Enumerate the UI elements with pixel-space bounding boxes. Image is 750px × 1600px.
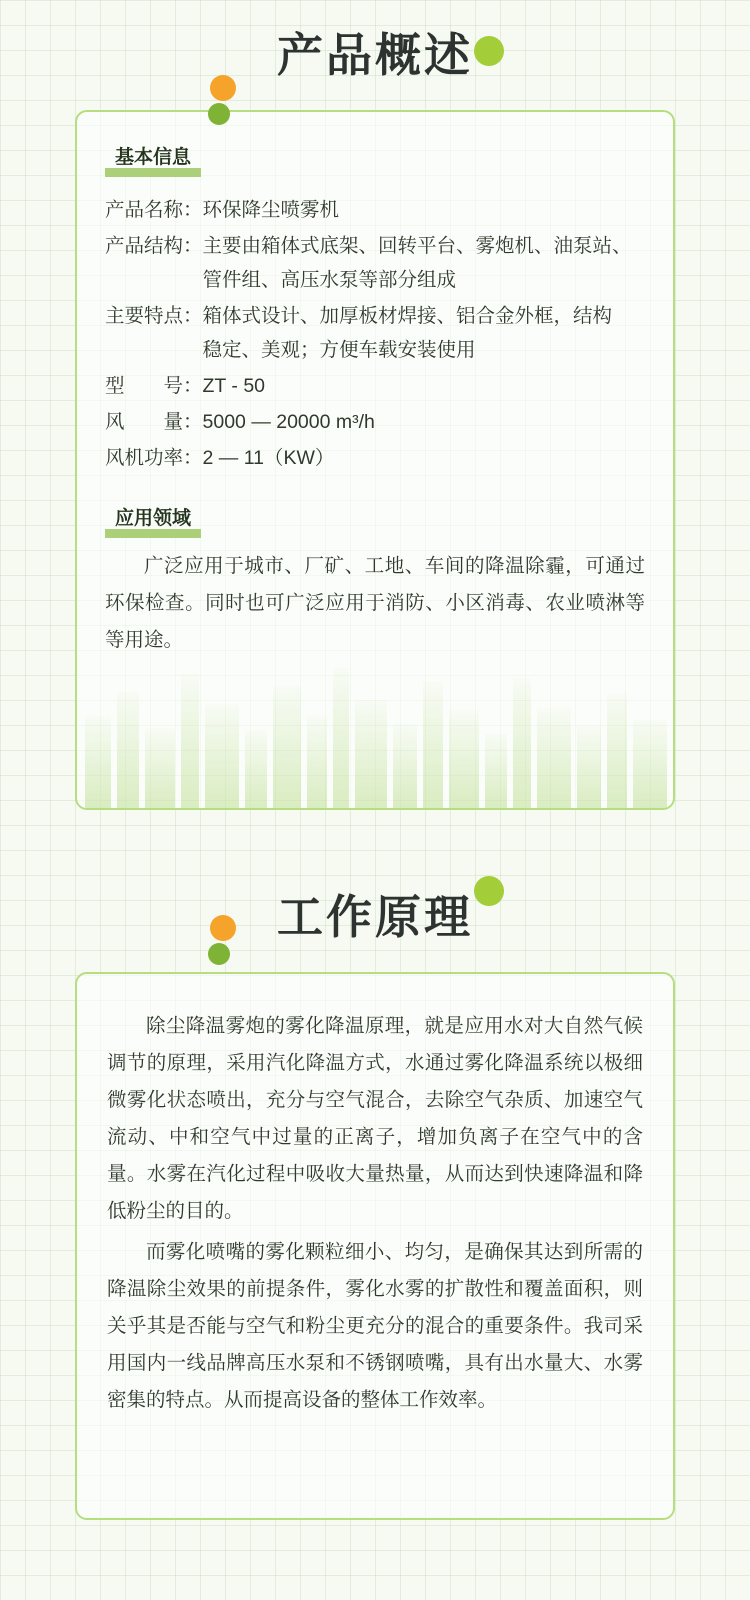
- card-body-product-overview: [77, 112, 673, 673]
- principle-paragraph: 而雾化喷嘴的雾化颗粒细小、均匀，是确保其达到所需的降温除尘效果的前提条件，雾化水雾的扩散性和覆盖面积，则关乎其是否能与空气和粉尘更充分的混合的重要条件。我司采用国内一线品牌高压水泵和不锈钢喷嘴，具有出水量大、水雾密集的特点。从而提高设备的整体工作效率。: [107, 1241, 643, 1411]
- spec-row: [105, 229, 645, 297]
- card-body-working-principle: [77, 974, 673, 1457]
- spec-row: [105, 193, 645, 227]
- spec-value-main: 2 — 11（KW）: [202, 447, 335, 469]
- spec-label: 主要特点：: [105, 305, 203, 327]
- spec-value: [203, 229, 645, 297]
- card-product-overview: [75, 110, 675, 810]
- spec-value: [203, 369, 645, 403]
- spec-value-main: ZT - 50: [202, 375, 266, 397]
- card-working-principle: [75, 972, 675, 1520]
- spec-value-continued: 管件组、高压水泵等部分组成: [202, 269, 457, 291]
- spec-value: [203, 405, 645, 439]
- spec-value-main: 箱体式设计、加厚板材焊接、铝合金外框，结构: [202, 305, 613, 327]
- subheading-application: 应用领域: [105, 503, 201, 534]
- spec-label: 型 号：: [105, 375, 203, 397]
- subheading-basic-info-wrap: [105, 142, 645, 187]
- page-title: 产品概述: [277, 29, 473, 81]
- application-paragraph: 广泛应用于城市、厂矿、工地、车间的降温除霾，可通过环保检查。同时也可广泛应用于消防、小区消毒、农业喷淋等等用途。: [105, 555, 645, 651]
- spec-label: 产品结构：: [105, 235, 203, 257]
- spec-value-main: 5000 — 20000 m³/h: [202, 411, 375, 433]
- spec-row: [105, 299, 645, 367]
- spec-value-main: 环保降尘喷雾机: [202, 199, 340, 221]
- spec-label: 产品名称：: [105, 199, 203, 221]
- spec-label: 风 量：: [105, 411, 203, 433]
- subheading-basic-info: 基本信息: [105, 142, 201, 173]
- spec-value-main: 主要由箱体式底架、回转平台、雾炮机、油泵站、: [202, 235, 632, 257]
- spec-value: [203, 441, 645, 475]
- spec-list: [105, 193, 645, 475]
- spec-value-continued: 稳定、美观；方便车载安装使用: [202, 339, 476, 361]
- spacer: [0, 810, 750, 862]
- section-header-working-principle: [0, 862, 750, 972]
- spec-row: [105, 369, 645, 403]
- spec-value: [203, 193, 645, 227]
- spec-row: [105, 405, 645, 439]
- principle-paragraph: 除尘降温雾炮的雾化降温原理，就是应用水对大自然气候调节的原理，采用汽化降温方式，水通过雾化降温系统以极细微雾化状态喷出，充分与空气混合，去除空气杂质、加速空气流动、中和空气中过量的正离子，增加负离子在空气中的含量。水雾在汽化过程中吸收大量热量，从而达到快速降温和降低粉尘的目的。: [107, 1015, 643, 1222]
- spec-label: 风机功率：: [105, 447, 203, 469]
- spec-value: [203, 299, 645, 367]
- subheading-application-wrap: [105, 503, 645, 548]
- section-title-working-principle: 工作原理: [277, 891, 473, 943]
- spec-row: [105, 441, 645, 475]
- section-header-product-overview: [0, 0, 750, 110]
- spacer: [105, 477, 645, 503]
